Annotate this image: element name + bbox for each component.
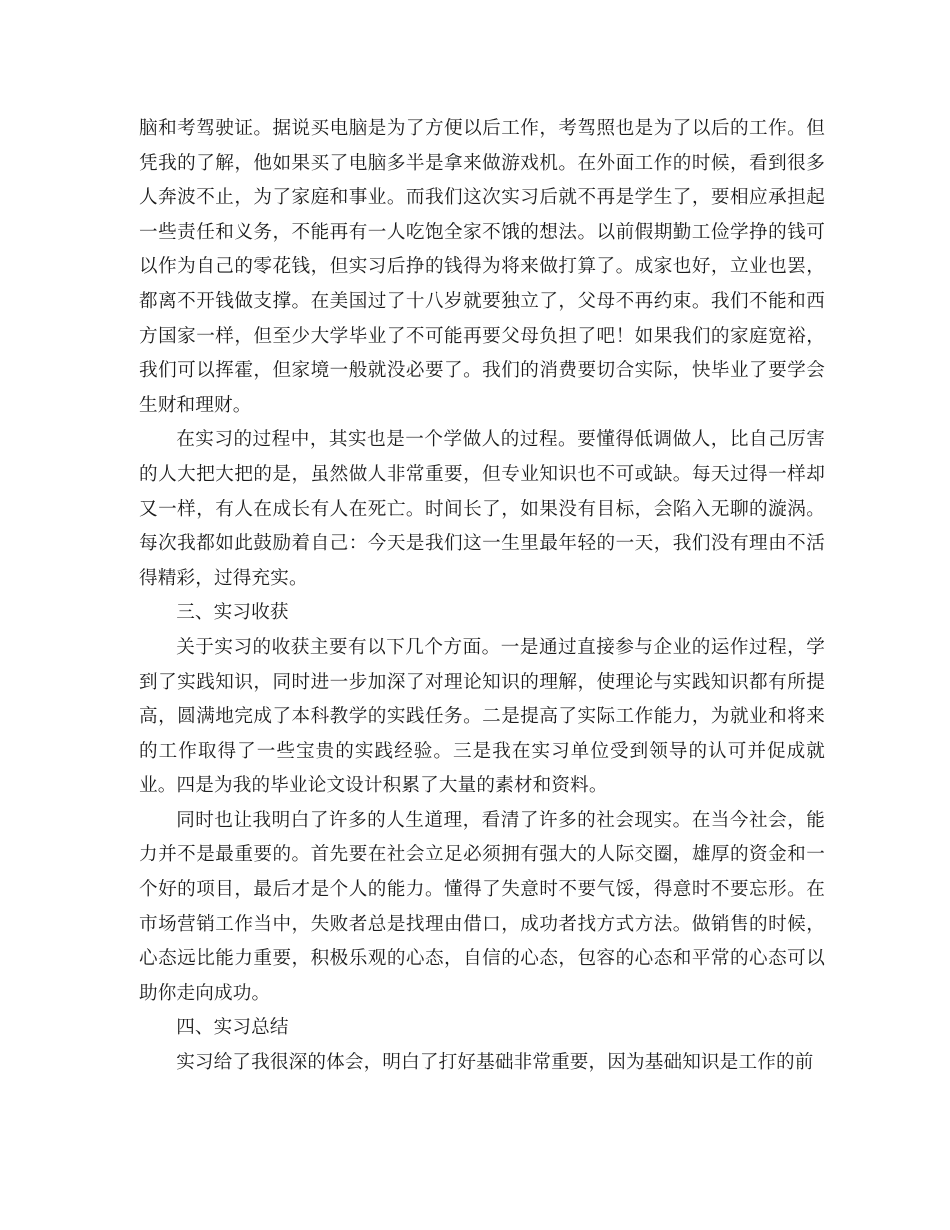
document-body xyxy=(139,112,825,1081)
paragraph-1: 脑和考驾驶证。据说买电脑是为了方便以后工作，考驾照也是为了以后的工作。但凭我的了解，他如果买了电脑多半是拿来做游戏机。在外面工作的时候，看到很多人奔波不止，为了家庭和事业。而我们这次实习后就不再是学生了，要相应承担起一些责任和义务，不能再有一人吃饱全家不饿的想法。以前假期勤工俭学挣的钱可以作为自己的零花钱，但实习后挣的钱得为将来做打算了。成家也好，立业也罢，都离不开钱做支撑。在美国过了十八岁就要独立了，父母不再约束。我们不能和西方国家一样，但至少大学毕业了不可能再要父母负担了吧！如果我们的家庭宽裕，我们可以挥霍，但家境一般就没必要了。我们的消费要切合实际，快毕业了要学会生财和理财。 xyxy=(139,118,825,416)
paragraph-5: 实习给了我很深的体会，明白了打好基础非常重要，因为基础知识是工作的前 xyxy=(176,1052,814,1074)
section-heading-4: 四、实习总结 xyxy=(176,1017,289,1039)
paragraph-4: 同时也让我明白了许多的人生道理，看清了许多的社会现实。在当今社会，能力并不是最重要的。首先要在社会立足必须拥有强大的人际交圈，雄厚的资金和一个好的项目，最后才是个人的能力。懂得了失意时不要气馁，得意时不要忘形。在市场营销工作当中，失败者总是找理由借口，成功者找方式方法。做销售的时候，心态远比能力重要，积极乐观的心态，自信的心态，包容的心态和平常的心态可以助你走向成功。 xyxy=(139,809,825,1004)
paragraph-2: 在实习的过程中，其实也是一个学做人的过程。要懂得低调做人，比自己厉害的人大把大把的是，虽然做人非常重要，但专业知识也不可或缺。每天过得一样却又一样，有人在成长有人在死亡。时间长了，如果没有目标，会陷入无聊的漩涡。每次我都如此鼓励着自己：今天是我们这一生里最年轻的一天，我们没有理由不活得精彩，过得充实。 xyxy=(139,429,825,589)
section-heading-3: 三、实习收获 xyxy=(176,602,289,624)
paragraph-3: 关于实习的收获主要有以下几个方面。一是通过直接参与企业的运作过程，学到了实践知识，同时进一步加深了对理论知识的理解，使理论与实践知识都有所提高，圆满地完成了本科教学的实践任务。二是提高了实际工作能力，为就业和将来的工作取得了一些宝贵的实践经验。三是我在实习单位受到领导的认可并促成就业。四是为我的毕业论文设计积累了大量的素材和资料。 xyxy=(139,636,825,797)
